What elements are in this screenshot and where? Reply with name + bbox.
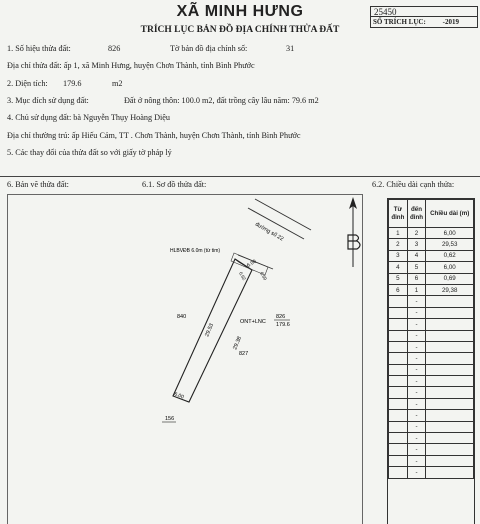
divider	[0, 176, 480, 177]
empty-cell	[426, 387, 474, 398]
empty-cell: -	[407, 296, 426, 307]
map-sheet-value: 31	[286, 44, 295, 53]
empty-cell	[389, 319, 408, 330]
empty-cell	[389, 433, 408, 444]
map-section-label: 6. Bản vẽ thửa đất:	[7, 180, 69, 189]
empty-cell	[426, 421, 474, 432]
empty-cell	[389, 398, 408, 409]
empty-cell	[389, 376, 408, 387]
edge-length-cell: 0,62	[426, 250, 474, 261]
edge-length-cell: 0,69	[426, 273, 474, 284]
table-row-empty	[389, 376, 474, 387]
parcel-code-label: ONT+LNC	[240, 319, 266, 325]
reference-number: 25450	[374, 7, 397, 17]
table-row-empty	[389, 398, 474, 409]
table-row-empty	[389, 467, 474, 478]
table-row-empty	[389, 387, 474, 398]
col-length: Chiều dài (m)	[426, 200, 474, 228]
empty-cell: -	[407, 307, 426, 318]
table-row-empty	[389, 319, 474, 330]
vertex-cell: 6	[389, 284, 408, 295]
road-label: đường số 22	[254, 221, 285, 243]
empty-cell	[426, 296, 474, 307]
empty-cell	[426, 467, 474, 478]
empty-cell	[389, 421, 408, 432]
neighbor-bottom-label: 156	[165, 416, 175, 422]
empty-cell: -	[407, 319, 426, 330]
empty-cell	[389, 307, 408, 318]
parcel-sketch	[8, 195, 364, 524]
setback-label: HLBVĐB 6.0m (từ tim)	[170, 248, 221, 254]
table-row	[389, 273, 474, 284]
empty-cell	[389, 353, 408, 364]
vertex-cell: 5	[389, 273, 408, 284]
edge-length-cell: 29,53	[426, 239, 474, 250]
table-row-empty	[389, 410, 474, 421]
empty-cell: -	[407, 387, 426, 398]
empty-cell	[426, 307, 474, 318]
vertex-cell: 1	[407, 284, 426, 295]
empty-cell: -	[407, 455, 426, 466]
neighbor-left-label: 840	[177, 314, 187, 320]
area-value: 179.6	[63, 79, 82, 88]
land-use-purpose-label: 3. Mục đích sử dụng đất:	[7, 96, 89, 105]
table-row	[389, 239, 474, 250]
edge-length-cell: 6,00	[426, 228, 474, 239]
table-row-empty	[389, 353, 474, 364]
table-row	[389, 284, 474, 295]
vertex-cell: 2	[389, 239, 408, 250]
parcel-changes: 5. Các thay đổi của thửa đất so với giấy tờ pháp lý	[7, 148, 172, 157]
parcel-number-value: 826	[108, 44, 121, 53]
empty-cell	[389, 341, 408, 352]
sketch-section-label: 6.1. Sơ đồ thửa đất:	[142, 180, 207, 189]
table-row-empty	[389, 296, 474, 307]
table-row	[389, 228, 474, 239]
col-from-vertex: Từ đỉnh	[389, 200, 408, 228]
empty-cell	[426, 455, 474, 466]
table-row	[389, 250, 474, 261]
table-row-empty	[389, 307, 474, 318]
vertex-cell: 4	[389, 262, 408, 273]
table-row-empty	[389, 341, 474, 352]
extract-number-value: -2019	[442, 18, 459, 26]
empty-cell	[426, 341, 474, 352]
empty-cell	[389, 467, 408, 478]
parcel-map-frame	[7, 194, 363, 524]
parcel-address: Địa chỉ thửa đất: ấp 1, xã Minh Hưng, huyện Chơn Thành, tỉnh Bình Phước	[7, 61, 255, 70]
empty-cell	[426, 330, 474, 341]
dim-left-label: 29.53	[204, 322, 216, 338]
empty-cell: -	[407, 467, 426, 478]
vertex-cell: 2	[407, 228, 426, 239]
commune-title: XÃ MINH HƯNG	[176, 3, 304, 20]
land-use-purpose-value: Đất ở nông thôn: 100.0 m2, đất trồng cây lâu năm: 79.6 m2	[124, 96, 319, 105]
empty-cell	[426, 353, 474, 364]
col-to-vertex: đến đỉnh	[407, 200, 426, 228]
dim-small1-label: 0.62	[238, 271, 247, 282]
empty-cell: -	[407, 341, 426, 352]
edge-lengths-table-frame	[387, 198, 475, 524]
empty-cell	[389, 330, 408, 341]
empty-cell: -	[407, 330, 426, 341]
empty-cell	[389, 387, 408, 398]
empty-cell: -	[407, 364, 426, 375]
neighbor-right-label: 827	[239, 351, 249, 357]
empty-cell	[389, 364, 408, 375]
north-arrow-icon	[338, 195, 368, 273]
vertex-cell: 4	[407, 250, 426, 261]
empty-cell	[426, 364, 474, 375]
table-row-empty	[389, 444, 474, 455]
edge-length-cell: 29,38	[426, 284, 474, 295]
vertex-cell: 1	[389, 228, 408, 239]
dim-top-label: 6.00	[246, 258, 258, 269]
vertex-cell: 5	[407, 262, 426, 273]
table-header-row	[389, 200, 474, 228]
table-row-empty	[389, 364, 474, 375]
vertex-cell: 3	[389, 250, 408, 261]
empty-cell	[426, 410, 474, 421]
document-subtitle: TRÍCH LỤC BẢN ĐỒ ĐỊA CHÍNH THỬA ĐẤT	[140, 25, 340, 35]
map-sheet-label: Tờ bản đồ địa chính số:	[170, 44, 248, 53]
empty-cell: -	[407, 398, 426, 409]
table-row-empty	[389, 330, 474, 341]
vertex-cell: 3	[407, 239, 426, 250]
empty-cell	[389, 455, 408, 466]
dim-right-label: 29.38	[232, 335, 244, 351]
edge-lengths-table	[388, 199, 474, 479]
table-row-empty	[389, 421, 474, 432]
empty-cell	[426, 319, 474, 330]
dim-bottom-label: 6.00	[173, 391, 185, 401]
empty-cell	[426, 376, 474, 387]
empty-cell	[426, 398, 474, 409]
empty-cell	[426, 433, 474, 444]
land-user: 4. Chủ sử dụng đất: bà Nguyễn Thụy Hoàng Diệu	[7, 113, 171, 122]
empty-cell	[426, 444, 474, 455]
empty-cell	[389, 410, 408, 421]
area-unit: m2	[112, 79, 123, 88]
parcel-area-label: 179.6	[276, 322, 290, 328]
parcel-number-label: 826	[276, 314, 286, 320]
dim-small2-label: 0.69	[259, 271, 268, 282]
extract-number-label: SỐ TRÍCH LỤC:	[373, 18, 426, 26]
empty-cell: -	[407, 433, 426, 444]
edge-length-cell: 6,00	[426, 262, 474, 273]
empty-cell: -	[407, 376, 426, 387]
empty-cell: -	[407, 410, 426, 421]
permanent-address: Địa chỉ thường trú: ấp Hiếu Cảm, TT . Chơn Thành, huyện Chơn Thành, tỉnh Bình Phước	[7, 131, 301, 140]
empty-cell: -	[407, 421, 426, 432]
empty-cell	[389, 444, 408, 455]
vertex-cell: 6	[407, 273, 426, 284]
table-row-empty	[389, 455, 474, 466]
empty-cell: -	[407, 353, 426, 364]
table-row	[389, 262, 474, 273]
table-row-empty	[389, 433, 474, 444]
edge-lengths-section-label: 6.2. Chiều dài cạnh thửa:	[372, 180, 455, 189]
parcel-number-label: 1. Số hiệu thửa đất:	[7, 44, 71, 53]
area-label: 2. Diện tích:	[7, 79, 48, 88]
empty-cell	[389, 296, 408, 307]
empty-cell: -	[407, 444, 426, 455]
